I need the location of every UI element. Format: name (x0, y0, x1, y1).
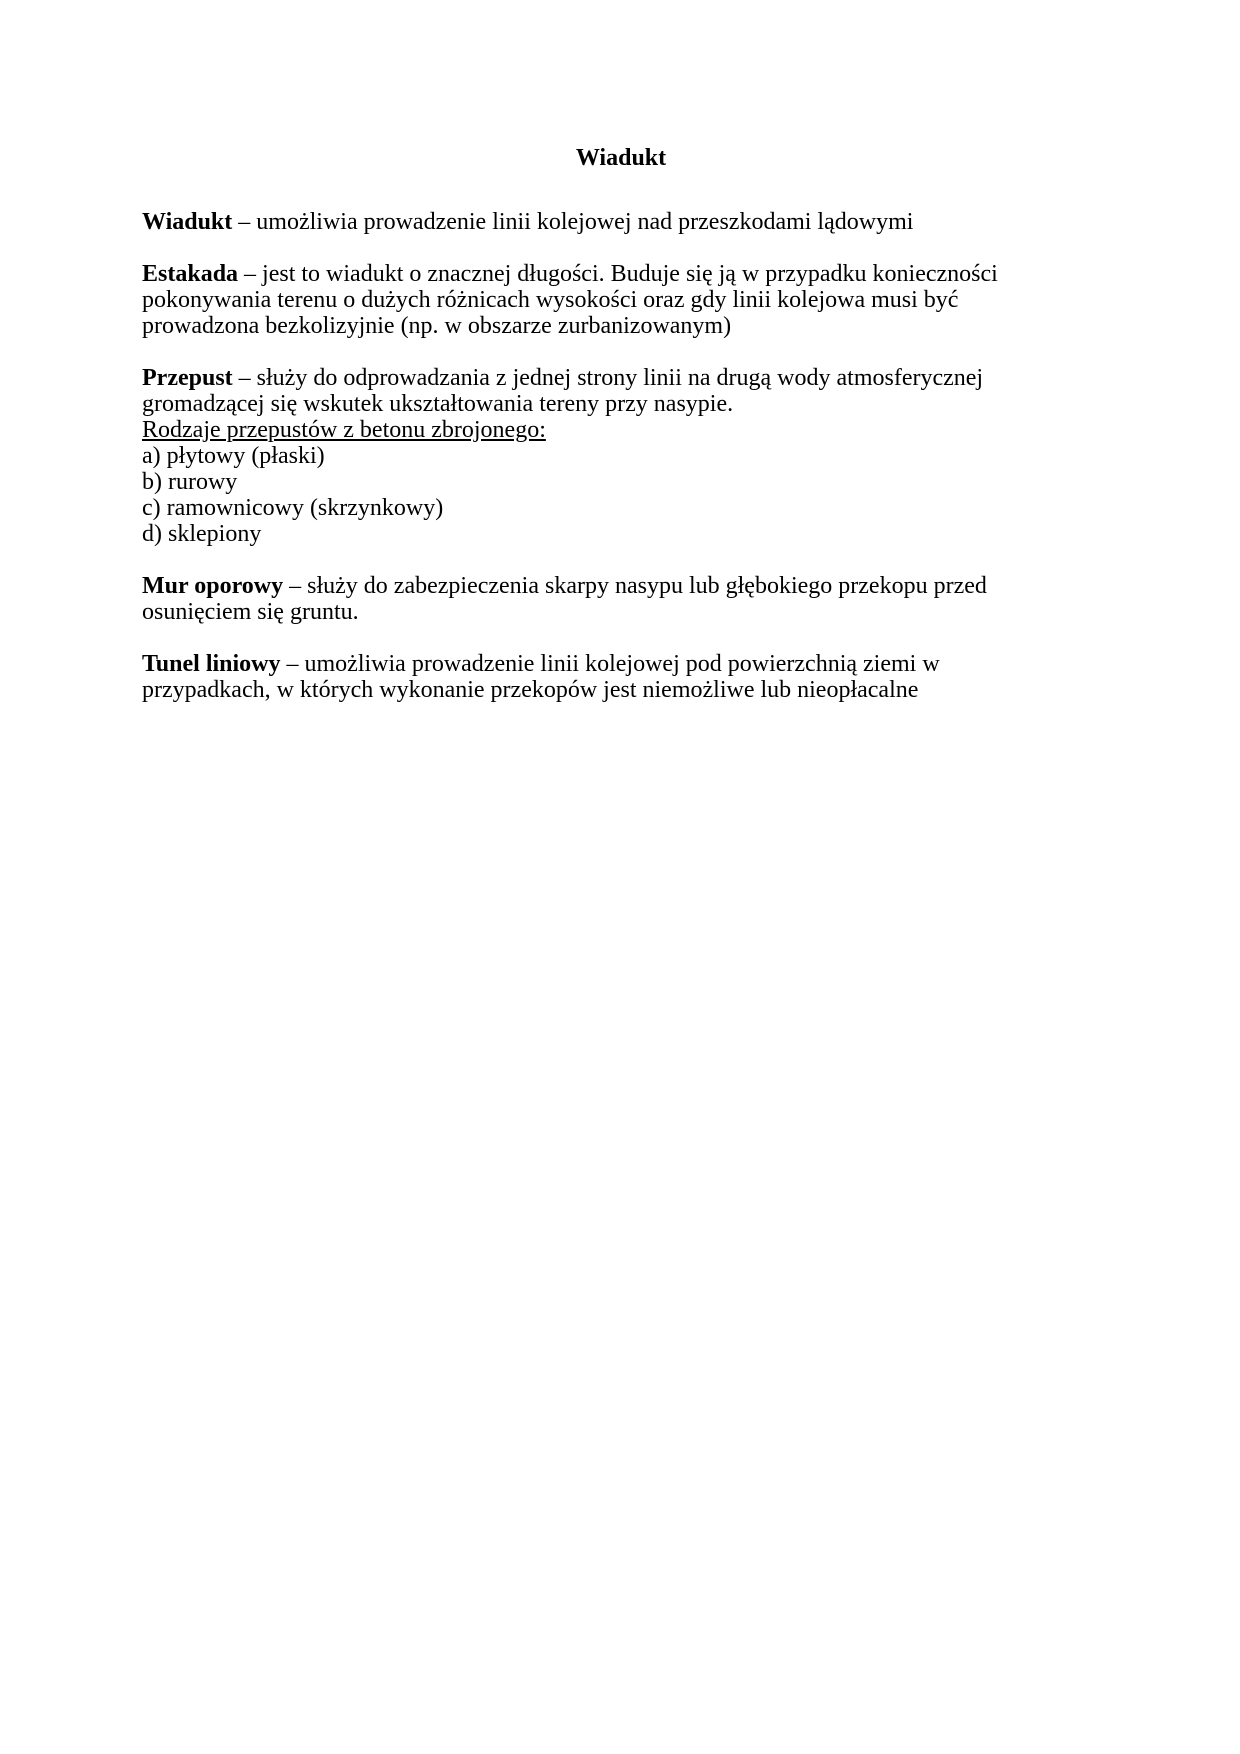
text-line (142, 521, 1100, 547)
text-segment: Rodzaje przepustów z betonu zbrojonego: (142, 417, 546, 443)
text-segment: przypadkach, w których wykonanie przekopów jest niemożliwe lub nieopłacalne (142, 677, 919, 703)
text-line (142, 469, 1100, 495)
text-line (142, 651, 1100, 677)
text-line (142, 417, 1100, 443)
text-line (142, 209, 1100, 235)
text-segment: d) sklepiony (142, 521, 262, 547)
text-line (142, 365, 1100, 391)
text-segment: Tunel liniowy (142, 651, 281, 677)
text-segment: Wiadukt (142, 209, 233, 235)
text-segment: – umożliwia prowadzenie linii kolejowej nad przeszkodami lądowymi (232, 209, 914, 235)
text-line (142, 443, 1100, 469)
text-line (142, 287, 1100, 313)
text-line (142, 391, 1100, 417)
document-body (142, 209, 1100, 703)
text-segment: b) rurowy (142, 469, 238, 495)
text-segment: prowadzona bezkolizyjnie (np. w obszarze zurbanizowanym) (142, 313, 732, 339)
text-segment: Mur oporowy (142, 573, 284, 599)
paragraph (142, 573, 1100, 625)
text-segment: gromadzącej się wskutek ukształtowania tereny przy nasypie. (142, 391, 734, 417)
text-line (142, 313, 1100, 339)
text-segment: Przepust (142, 365, 233, 391)
paragraph (142, 651, 1100, 703)
text-segment: – służy do odprowadzania z jednej strony linii na drugą wody atmosferycznej (232, 365, 984, 391)
text-line (142, 261, 1100, 287)
text-segment: – służy do zabezpieczenia skarpy nasypu lub głębokiego przekopu przed (283, 573, 987, 599)
text-segment: osunięciem się gruntu. (142, 599, 359, 625)
text-line (142, 573, 1100, 599)
text-segment: pokonywania terenu o dużych różnicach wysokości oraz gdy linii kolejowa musi być (142, 287, 959, 313)
paragraph (142, 209, 1100, 235)
text-segment: – jest to wiadukt o znacznej długości. Buduje się ją w przypadku konieczności (238, 261, 998, 287)
paragraph (142, 365, 1100, 547)
text-segment: c) ramownicowy (skrzynkowy) (142, 495, 444, 521)
text-segment: – umożliwia prowadzenie linii kolejowej pod powierzchnią ziemi w (280, 651, 940, 677)
text-segment: Estakada (142, 261, 239, 287)
text-line (142, 677, 1100, 703)
paragraph (142, 261, 1100, 339)
text-line (142, 599, 1100, 625)
text-line (142, 495, 1100, 521)
document-title: Wiadukt (575, 145, 667, 171)
text-segment: a) płytowy (płaski) (142, 443, 325, 469)
